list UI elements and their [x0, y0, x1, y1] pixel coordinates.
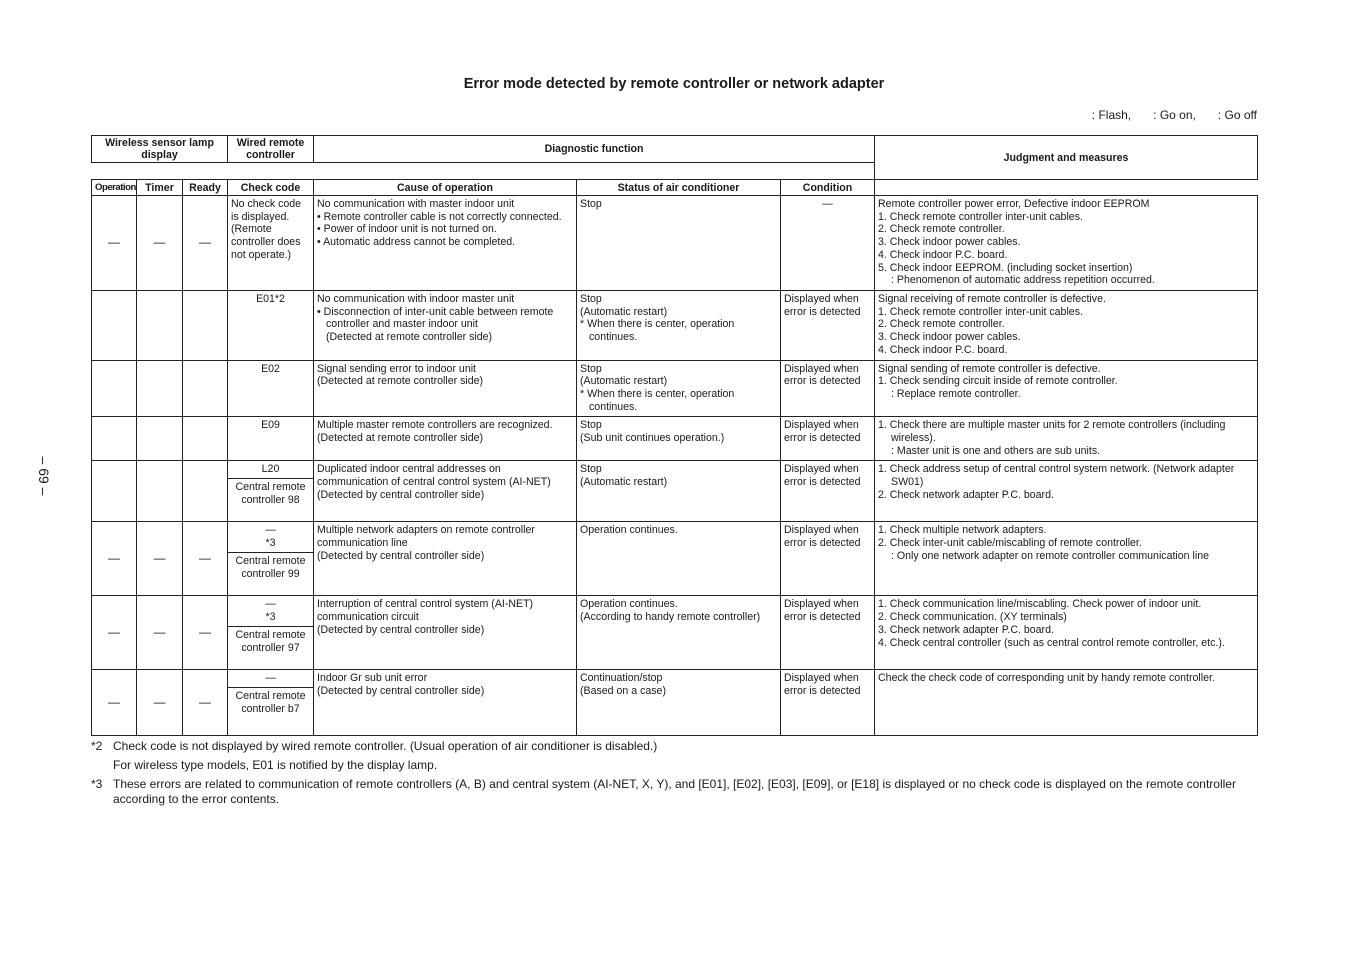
judgment-and-measures: Remote controller power error, Defective indoor EEPROM 1. Check remote controller inter-unit cables. 2. Check remote controller. 3. Check indoor power cables. 4. Check indoor P.C. board. 5. Check indoor EEPROM. (including socket insertion) : Phenomenon of automatic address repetition occurred. — [875, 196, 1258, 291]
lamp-timer: — — [137, 522, 183, 596]
lamp-ready: — — [183, 196, 228, 291]
lamp-timer — [137, 291, 183, 361]
table-row — [92, 670, 1258, 736]
judgment-and-measures: 1. Check there are multiple master units for 2 remote controllers (including wireless). : Master unit is one and others are sub units. — [875, 417, 1258, 461]
lamp-ready: — — [183, 670, 228, 736]
lamp-ready — [183, 461, 228, 522]
table-row — [92, 417, 1258, 461]
check-code: E01*2 — [228, 291, 314, 361]
lamp-ready: — — [183, 596, 228, 670]
header-wired: Wired remote controller — [228, 136, 314, 163]
lamp-timer: — — [137, 670, 183, 736]
lamp-timer — [137, 461, 183, 522]
table-row — [92, 196, 1258, 291]
condition: Displayed when error is detected — [781, 596, 875, 670]
error-mode-table — [91, 135, 1258, 736]
status-of-air-conditioner: Continuation/stop (Based on a case) — [577, 670, 781, 736]
status-of-air-conditioner: Operation continues. (According to handy remote controller) — [577, 596, 781, 670]
table-row — [92, 461, 1258, 522]
header-check-code: Check code — [228, 180, 314, 196]
table-row — [92, 291, 1258, 361]
lamp-operation — [92, 360, 137, 417]
lamp-ready — [183, 360, 228, 417]
header-wireless: Wireless sensor lamp display — [92, 136, 228, 163]
status-of-air-conditioner: Stop — [577, 196, 781, 291]
lamp-timer: — — [137, 596, 183, 670]
footnotes — [91, 739, 1261, 811]
lamp-operation — [92, 461, 137, 522]
header-status: Status of air conditioner — [577, 180, 781, 196]
legend-go-on: : Go on, — [1153, 108, 1196, 122]
lamp-operation: — — [92, 522, 137, 596]
condition: — — [781, 196, 875, 291]
table-row — [92, 596, 1258, 670]
cause-of-operation: Duplicated indoor central addresses on communication of central control system (AI-NET) (Detected by central controller side) — [314, 461, 577, 522]
lamp-timer: — — [137, 196, 183, 291]
judgment-and-measures: 1. Check multiple network adapters. 2. Check inter-unit cable/miscabling of remote controller. : Only one network adapter on remote controller communication line — [875, 522, 1258, 596]
header-timer: Timer — [137, 180, 183, 196]
lamp-operation: — — [92, 196, 137, 291]
lamp-ready — [183, 291, 228, 361]
status-of-air-conditioner: Stop (Automatic restart) — [577, 461, 781, 522]
lamp-operation: — — [92, 670, 137, 736]
footnote: *2 Check code is not displayed by wired remote controller. (Usual operation of air conditioner is disabled.) — [91, 739, 658, 753]
lamp-operation — [92, 291, 137, 361]
footnote: *3 These errors are related to communication of remote controllers (A, B) and central system (AI-NET, X, Y), and [E01], [E02], [E03], [E09], or [E18] is displayed or no check code is displayed on the remote controller according to the error contents. — [91, 777, 1236, 806]
judgment-and-measures: Check the check code of corresponding unit by handy remote controller. — [875, 670, 1258, 736]
check-code: E09 — [228, 417, 314, 461]
page-title: Error mode detected by remote controller or network adapter — [463, 76, 885, 92]
condition: Displayed when error is detected — [781, 670, 875, 736]
cause-of-operation: Indoor Gr sub unit error (Detected by central controller side) — [314, 670, 577, 736]
lamp-timer — [137, 417, 183, 461]
cause-of-operation: Multiple master remote controllers are recognized. (Detected at remote controller side) — [314, 417, 577, 461]
condition: Displayed when error is detected — [781, 360, 875, 417]
condition: Displayed when error is detected — [781, 417, 875, 461]
legend-flash: : Flash, — [1091, 108, 1132, 122]
status-of-air-conditioner: Stop (Automatic restart) * When there is center, operation continues. — [577, 360, 781, 417]
status-of-air-conditioner: Operation continues. — [577, 522, 781, 596]
header-diagnostic: Diagnostic function — [314, 136, 875, 163]
judgment-and-measures: 1. Check communication line/miscabling. Check power of indoor unit. 2. Check communication. (XY terminals) 3. Check network adapter P.C. board. 4. Check central controller (such as central control remote controller, etc.). — [875, 596, 1258, 670]
status-of-air-conditioner: Stop (Automatic restart) * When there is center, operation continues. — [577, 291, 781, 361]
page-number: – 69 – — [36, 456, 52, 496]
lamp-timer — [137, 360, 183, 417]
cause-of-operation: Signal sending error to indoor unit (Detected at remote controller side) — [314, 360, 577, 417]
cause-of-operation: Multiple network adapters on remote controller communication line (Detected by central controller side) — [314, 522, 577, 596]
cause-of-operation: No communication with master indoor unit • Remote controller cable is not correctly connected. • Power of indoor unit is not turned on. • Automatic address cannot be completed. — [314, 196, 577, 291]
lamp-ready — [183, 417, 228, 461]
check-code: E02 — [228, 360, 314, 417]
check-code: — Central remote controller b7 — [228, 670, 314, 736]
legend-go-off: : Go off — [1217, 108, 1257, 122]
header-operation: Operation — [92, 180, 137, 196]
cause-of-operation: No communication with indoor master unit • Disconnection of inter-unit cable between remote controller and master indoor unit (Detected at remote controller side) — [314, 291, 577, 361]
table-row — [92, 360, 1258, 417]
check-code: — *3 Central remote controller 97 — [228, 596, 314, 670]
status-of-air-conditioner: Stop (Sub unit continues operation.) — [577, 417, 781, 461]
lamp-operation: — — [92, 596, 137, 670]
header-judgment: Judgment and measures — [875, 136, 1258, 180]
footnote: For wireless type models, E01 is notified by the display lamp. — [113, 758, 438, 772]
check-code: — *3 Central remote controller 99 — [228, 522, 314, 596]
lamp-operation — [92, 417, 137, 461]
lamp-legend — [1070, 108, 1257, 122]
header-cause: Cause of operation — [314, 180, 577, 196]
lamp-ready: — — [183, 522, 228, 596]
check-code: No check code is displayed. (Remote controller does not operate.) — [228, 196, 314, 291]
condition: Displayed when error is detected — [781, 291, 875, 361]
condition: Displayed when error is detected — [781, 461, 875, 522]
judgment-and-measures: 1. Check address setup of central control system network. (Network adapter SW01) 2. Check network adapter P.C. board. — [875, 461, 1258, 522]
table-row — [92, 522, 1258, 596]
check-code: L20 Central remote controller 98 — [228, 461, 314, 522]
header-ready: Ready — [183, 180, 228, 196]
cause-of-operation: Interruption of central control system (AI-NET) communication circuit (Detected by central controller side) — [314, 596, 577, 670]
judgment-and-measures: Signal receiving of remote controller is defective. 1. Check remote controller inter-unit cables. 2. Check remote controller. 3. Check indoor power cables. 4. Check indoor P.C. board. — [875, 291, 1258, 361]
judgment-and-measures: Signal sending of remote controller is defective. 1. Check sending circuit inside of remote controller. : Replace remote controller. — [875, 360, 1258, 417]
header-condition: Condition — [781, 180, 875, 196]
condition: Displayed when error is detected — [781, 522, 875, 596]
